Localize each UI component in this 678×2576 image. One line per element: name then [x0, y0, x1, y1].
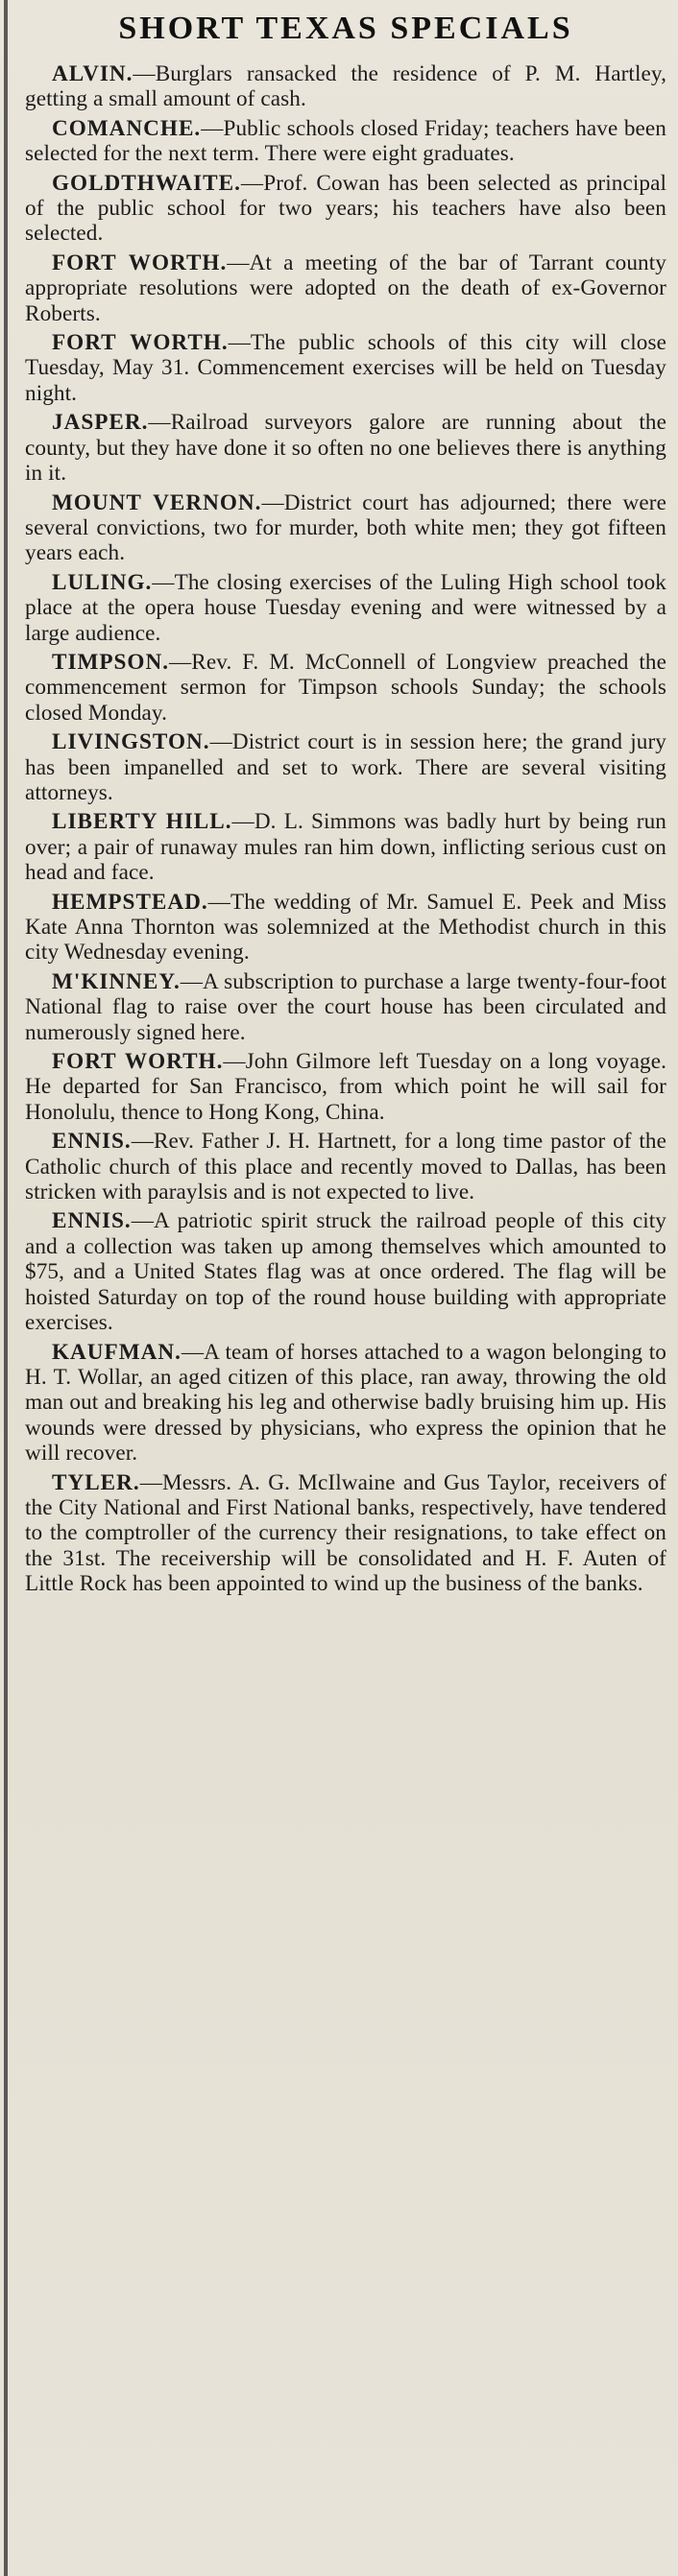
article-body: —The wedding of Mr. Samuel E. Peek and Miss Kate Anna Thornton was solemnized at the Methodist church in this city Wednesday evening. — [25, 889, 666, 966]
dateline: MOUNT VERNON. — [52, 489, 262, 515]
news-item — [25, 809, 666, 885]
news-item — [25, 171, 666, 247]
news-item — [25, 890, 666, 966]
dateline: KAUFMAN. — [52, 1339, 182, 1365]
news-item — [25, 1049, 666, 1125]
article-body: —A patriotic spirit struck the railroad people of this city and a collection was taken up among themselves which amounted to $75, and a United States flag was at once ordered. The flag will be hoisted Saturday on top of the round house building with appropriate exercises. — [25, 1208, 666, 1336]
news-item — [25, 729, 666, 805]
column-rule — [4, 0, 8, 2576]
dateline: M'KINNEY. — [52, 968, 181, 994]
news-item — [25, 490, 666, 566]
dateline: TIMPSON. — [52, 649, 170, 675]
article-body: —A subscription to purchase a large twenty-four-foot National flag to raise over the court house has been circulated and numerously signed here. — [25, 968, 666, 1045]
news-item — [25, 1470, 666, 1597]
dateline: COMANCHE. — [52, 115, 202, 141]
dateline: TYLER. — [52, 1469, 140, 1495]
dateline: HEMPSTEAD. — [52, 889, 208, 915]
news-item — [25, 1129, 666, 1205]
articles-list — [25, 61, 666, 1597]
news-item — [25, 410, 666, 486]
article-body: —The closing exercises of the Luling High school took place at the opera house Tuesday evening and were witnessed by a large audience. — [25, 569, 666, 646]
article-body: —The public schools of this city will close Tuesday, May 31. Commencement exercises will be held on Tuesday night. — [25, 330, 666, 406]
article-body: —District court is in session here; the grand jury has been impanelled and set to work. There are several visiting attorneys. — [25, 729, 666, 805]
news-item — [25, 330, 666, 406]
article-body: —Railroad surveyors galore are running about the county, but they have done it so often no one believes there is anything in it. — [25, 410, 666, 487]
news-item — [25, 650, 666, 726]
article-body: —D. L. Simmons was badly hurt by being run over; a pair of runaway mules ran him down, inflicting serious cust on head and face. — [25, 809, 666, 886]
article-body: —District court has adjourned; there were several convictions, two for murder, both white men; they got fifteen years each. — [25, 489, 666, 566]
dateline: LIBERTY HILL. — [52, 809, 232, 835]
article-body: —Rev. Father J. H. Hartnett, for a long time pastor of the Catholic church of this place and recently moved to Dallas, has been stricken with paraylsis and is not expected to live. — [25, 1129, 666, 1205]
dateline: FORT WORTH. — [52, 1049, 224, 1075]
article-body: —Burglars ransacked the residence of P. M. Hartley, getting a small amount of cash. — [25, 61, 666, 112]
news-item — [25, 570, 666, 646]
article-body: —A team of horses attached to a wagon belonging to H. T. Wollar, an aged citizen of this place, ran away, throwing the old man out and breaking his leg and otherwise badly bruising him up. His wounds were dressed by physicians, who express the opinion that he will recover. — [25, 1339, 666, 1467]
article-body: —At a meeting of the bar of Tarrant county appropriate resolutions were adopted on the death of ex-Governor Roberts. — [25, 250, 666, 326]
article-body: —Prof. Cowan has been selected as principal of the public school for two years; his teachers have also been selected. — [25, 170, 666, 247]
article-body: —Rev. F. M. McConnell of Longview preached the commencement sermon for Timpson schools Sunday; the schools closed Monday. — [25, 649, 666, 726]
news-item — [25, 116, 666, 167]
dateline: LULING. — [52, 569, 153, 595]
article-body: —Messrs. A. G. McIlwaine and Gus Taylor, receivers of the City National and First National banks, respectively, have tendered to the comptroller of the currency their resignations, to take effect on the 31st. The receivership will be consolidated and H. F. Auten of Little Rock has been appointed to wind up the business of the banks. — [25, 1469, 666, 1597]
news-item — [25, 969, 666, 1045]
headline: SHORT TEXAS SPECIALS — [118, 11, 573, 46]
dateline: ENNIS. — [52, 1208, 132, 1234]
news-column — [25, 8, 666, 1601]
dateline: GOLDTHWAITE. — [52, 170, 241, 196]
article-body: —Public schools closed Friday; teachers have been selected for the next term. There were eight graduates. — [25, 115, 666, 167]
article-body: —John Gilmore left Tuesday on a long voyage. He departed for San Francisco, from which point he will sail for Honolulu, thence to Hong Kong, China. — [25, 1049, 666, 1125]
dateline: ENNIS. — [52, 1129, 132, 1155]
news-item — [25, 250, 666, 326]
dateline: FORT WORTH. — [52, 250, 228, 275]
dateline: FORT WORTH. — [52, 330, 229, 356]
dateline: LIVINGSTON. — [52, 729, 210, 755]
news-item — [25, 61, 666, 112]
dateline: JASPER. — [52, 410, 149, 436]
news-item — [25, 1340, 666, 1467]
news-item — [25, 1208, 666, 1335]
dateline: ALVIN. — [52, 61, 133, 86]
